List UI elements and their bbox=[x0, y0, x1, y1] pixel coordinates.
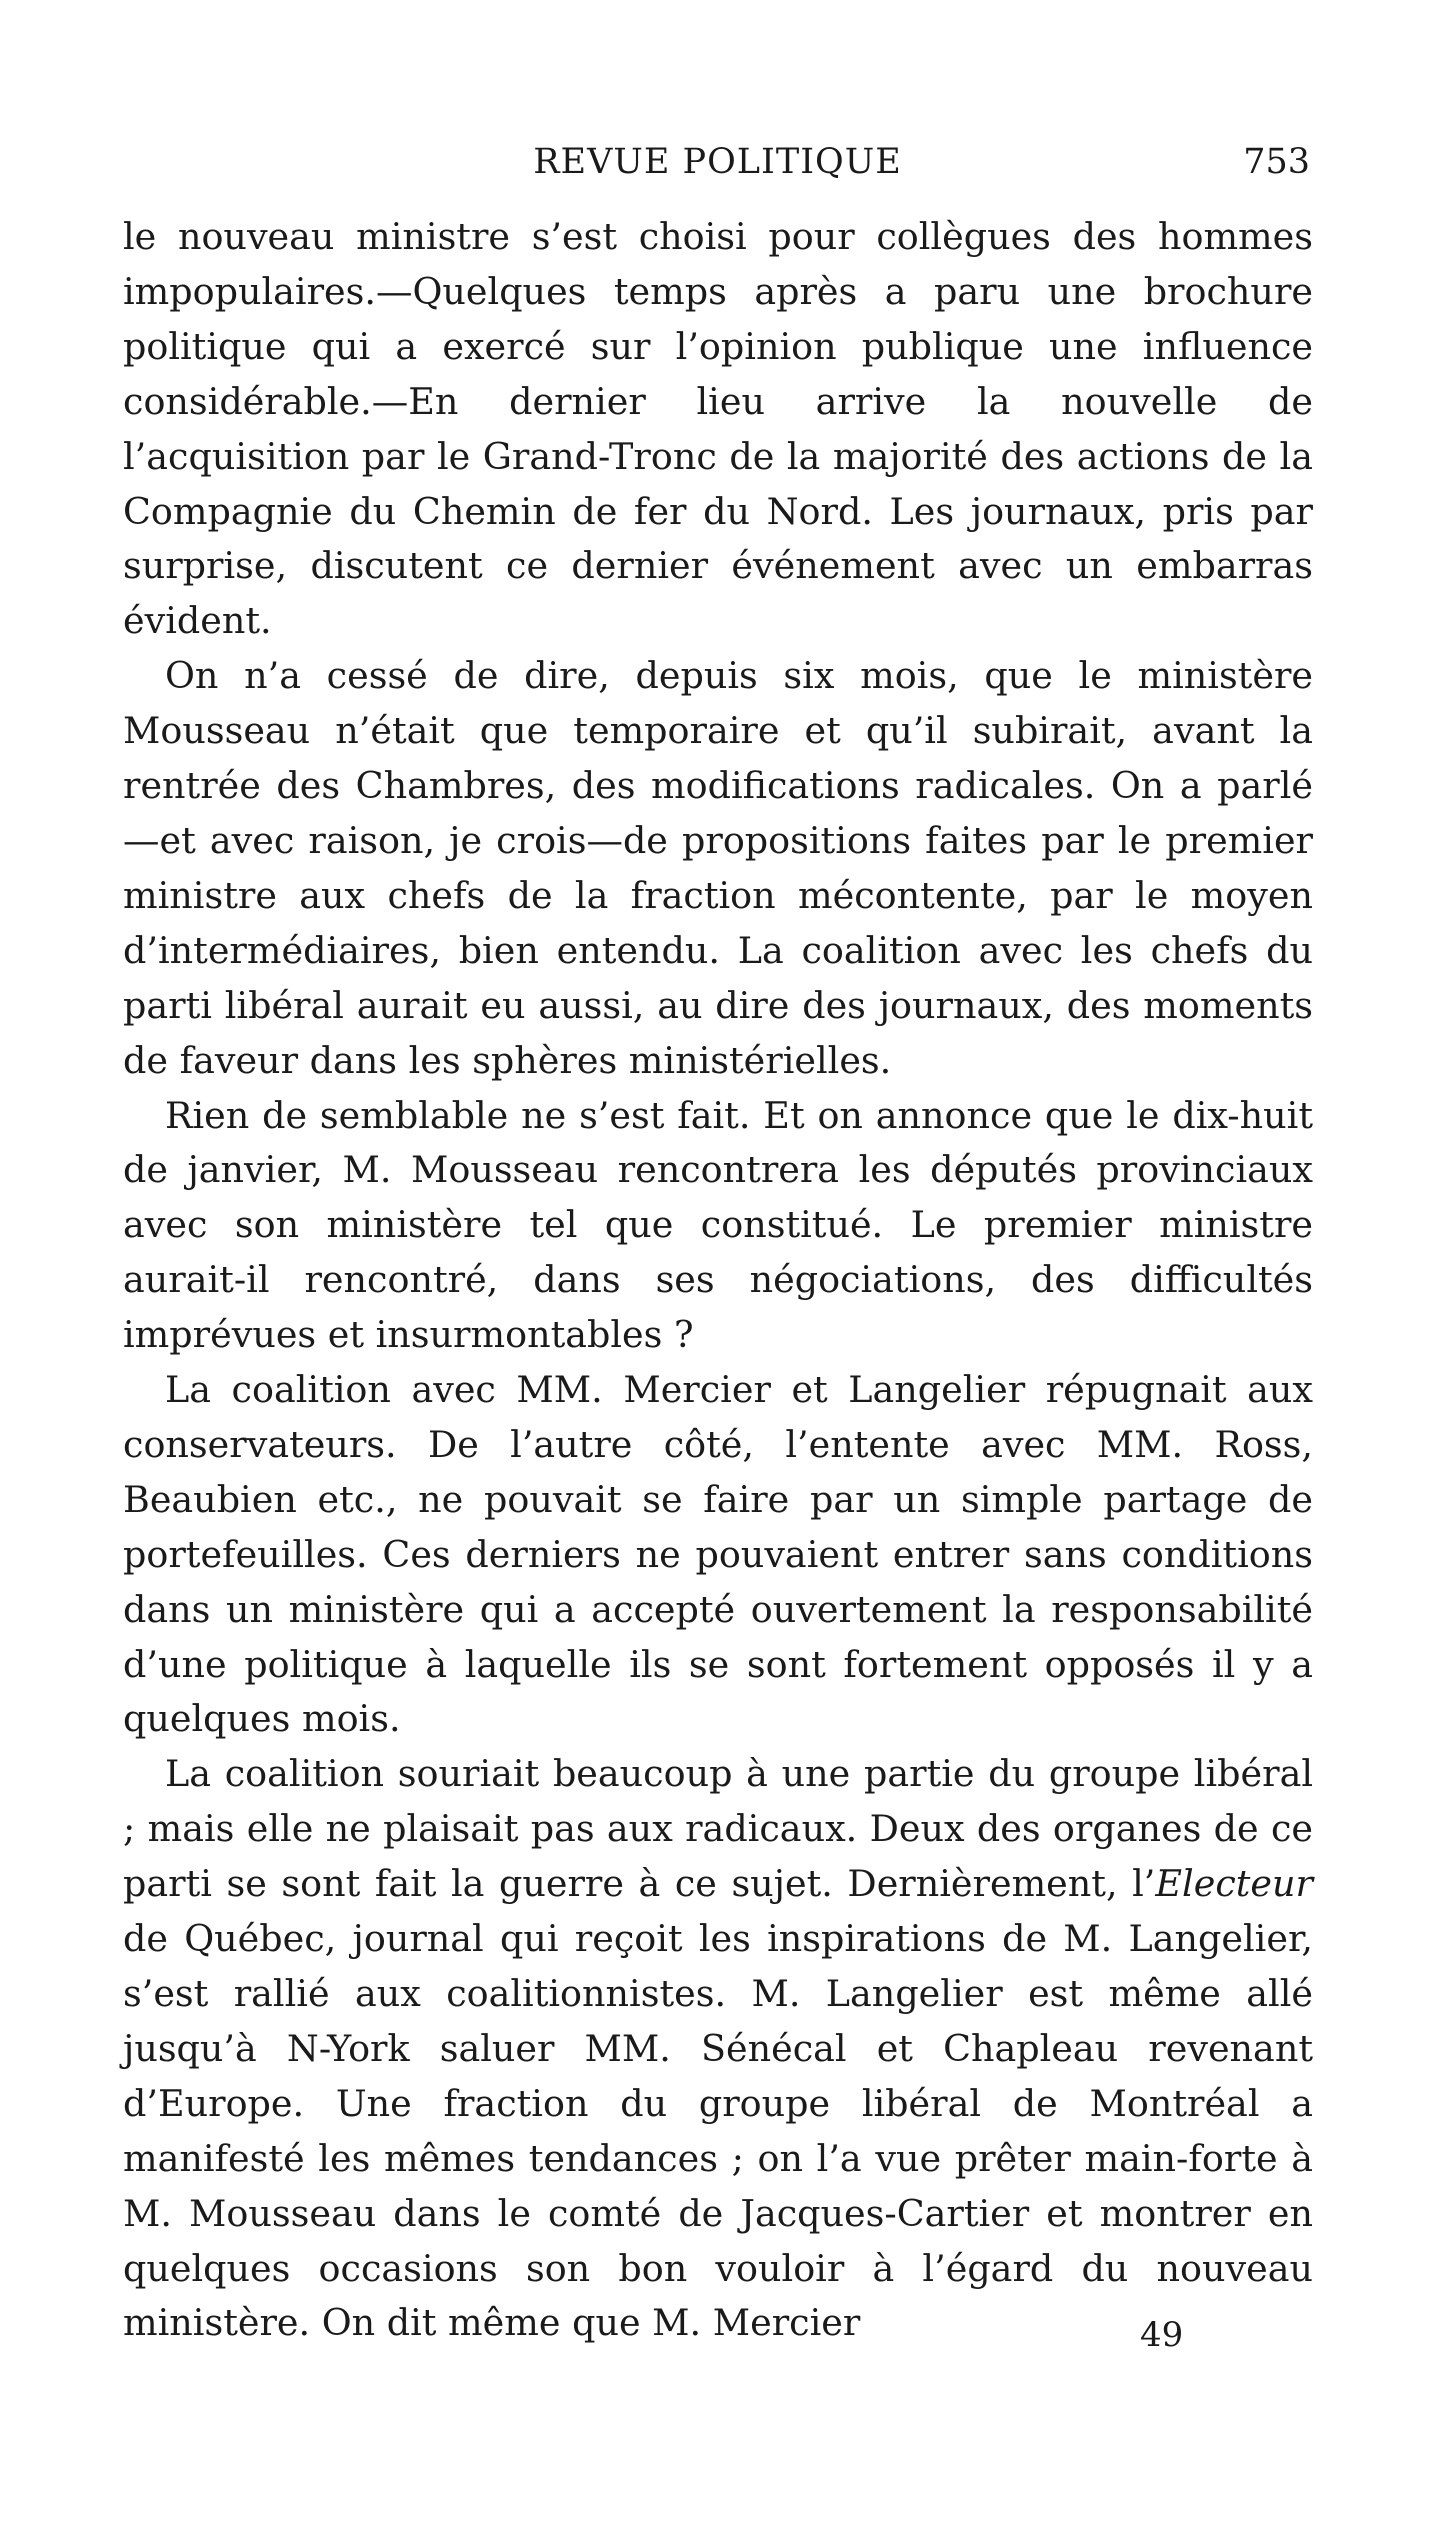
paragraph-2 bbox=[123, 649, 1313, 1088]
newspaper-title: Electeur bbox=[1155, 1862, 1313, 1906]
page-number: 753 bbox=[1243, 142, 1310, 182]
body-text bbox=[123, 210, 1313, 2351]
paragraph-3 bbox=[123, 1089, 1313, 1364]
paragraph-3-text: Rien de semblable ne s’est fait. Et on annonce que le dix-huit de janvier, M. Mousseau rencontrera les députés provinciaux avec son ministère tel que constitué. Le premier ministre aurait-il rencontré, dans ses négociations, des difficultés imprévues et insurmontables ? bbox=[123, 1093, 1313, 1357]
paragraph-2-text: On n’a cessé de dire, depuis six mois, que le ministère Mousseau n’était que temporaire et qu’il subirait, avant la rentrée des Chambres, des modifications radicales. On a parlé—et avec raison, je crois—de propositions faites par le premier ministre aux chefs de la fraction mécontente, par le moyen d’intermédiaires, bien entendu. La coalition avec les chefs du parti libéral aurait eu aussi, au dire des journaux, des moments de faveur dans les sphères ministérielles. bbox=[123, 654, 1313, 1082]
paragraph-1-text: le nouveau ministre s’est choisi pour collègues des hommes impopulaires.—Quelques temps après a paru une brochure politique qui a exercé sur l’opinion publique une influence considérable.—En dernier lieu arrive la nouvelle de l’acquisition par le Grand-Tronc de la majorité des actions de la Compagnie du Chemin de fer du Nord. Les journaux, pris par surprise, discutent ce dernier événement avec un embarras évident. bbox=[123, 215, 1313, 643]
paragraph-5 bbox=[123, 1747, 1313, 2351]
paragraph-5-text-start: La coalition souriait beaucoup à une partie du groupe libéral ; mais elle ne plaisait pas aux radicaux. Deux des organes de ce parti se sont fait la guerre à ce sujet. Dernièrement, l’ bbox=[123, 1752, 1313, 1906]
page-header bbox=[125, 132, 1310, 192]
running-title: REVUE POLITIQUE bbox=[533, 142, 902, 182]
paragraph-1 bbox=[123, 210, 1313, 649]
paragraph-5-text-end: de Québec, journal qui reçoit les inspirations de M. Langelier, s’est rallié aux coalitionnistes. M. Langelier est même allé jusqu’à N-York saluer MM. Sénécal et Chapleau revenant d’Europe. Une fraction du groupe libéral de Montréal a manifesté les mêmes tendances ; on l’a vue prêter main-forte à M. Mousseau dans le comté de Jacques-Cartier et montrer en quelques occasions son bon vouloir à l’égard du nouveau ministère. On dit même que M. Mercier bbox=[123, 1917, 1313, 2345]
paragraph-4 bbox=[123, 1363, 1313, 1747]
paragraph-4-text: La coalition avec MM. Mercier et Langelier répugnait aux conservateurs. De l’autre côté, l’entente avec MM. Ross, Beaubien etc., ne pouvait se faire par un simple partage de portefeuilles. Ces derniers ne pouvaient entrer sans conditions dans un ministère qui a accepté ouvertement la responsabilité d’une politique à laquelle ils se sont fortement opposés il y a quelques mois. bbox=[123, 1368, 1313, 1741]
signature-mark: 49 bbox=[1140, 2315, 1184, 2355]
